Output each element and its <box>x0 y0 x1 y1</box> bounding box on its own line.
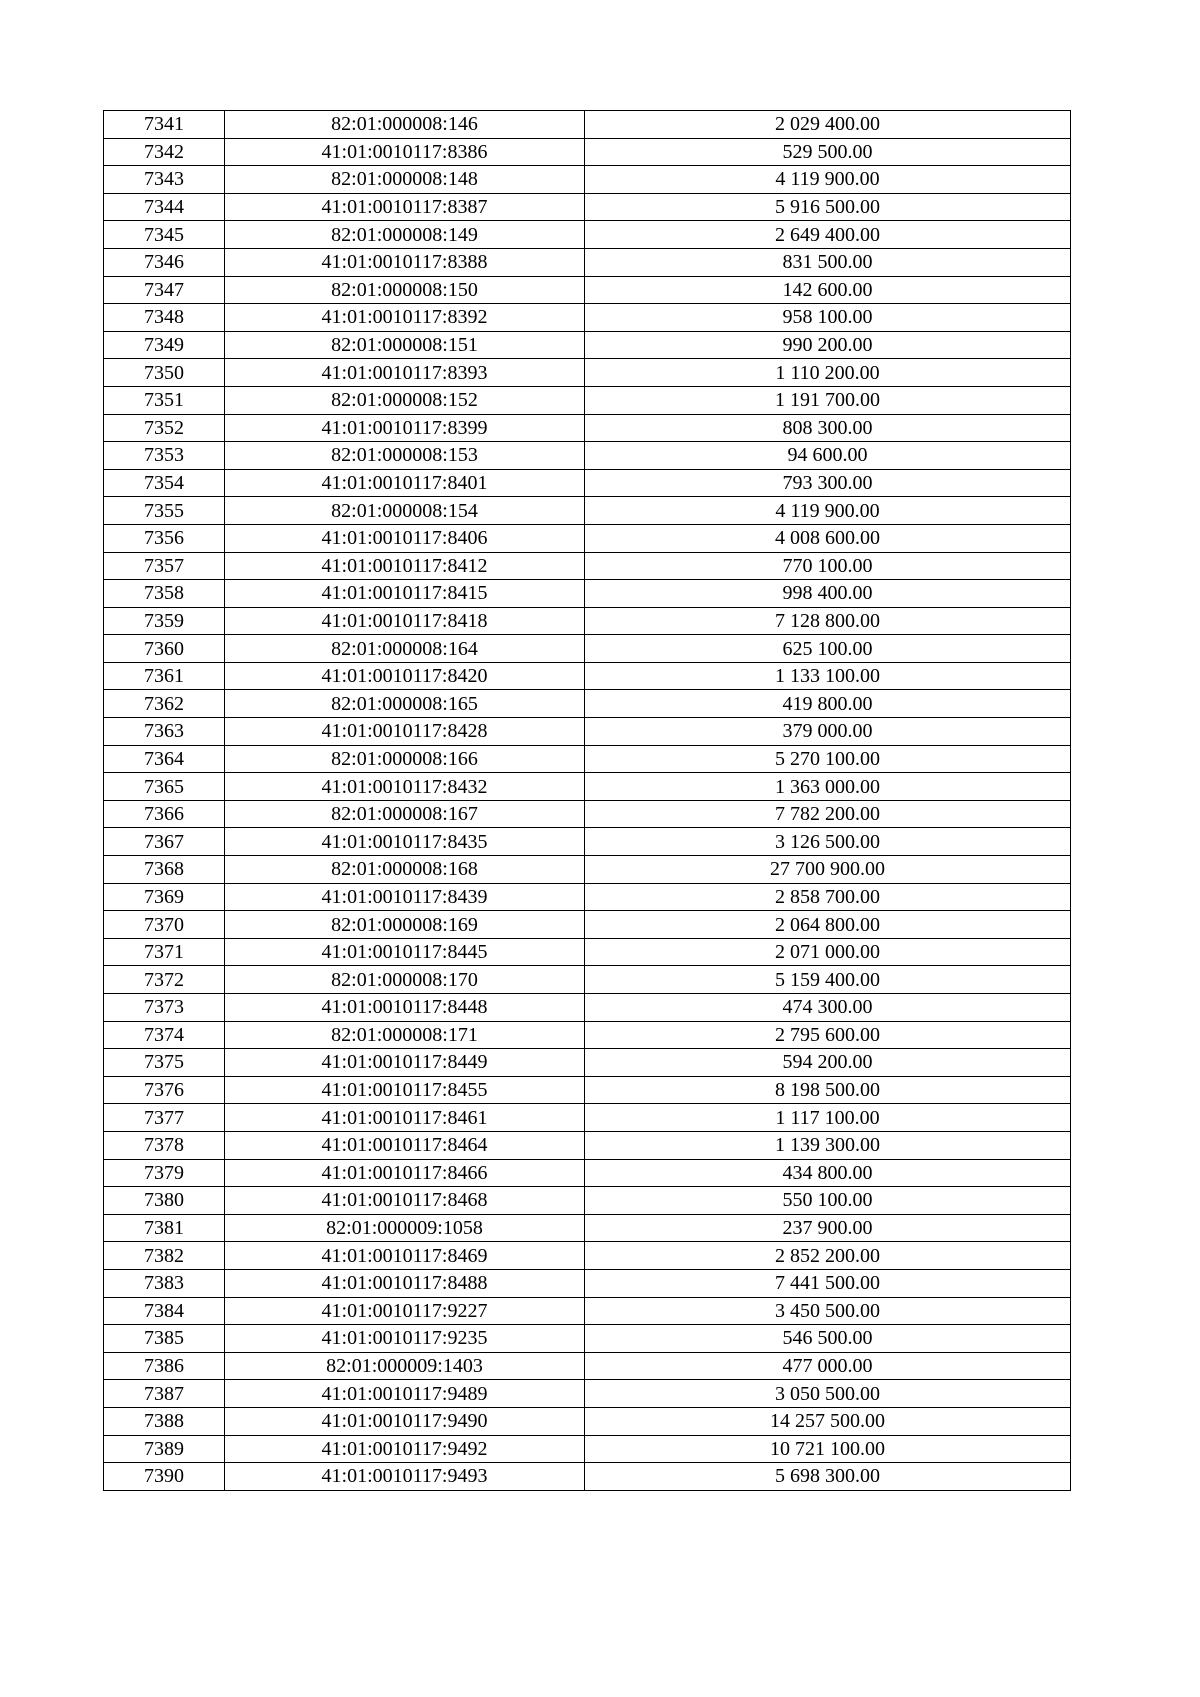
cadastral-number-cell: 82:01:000008:152 <box>225 386 585 414</box>
cadastral-value-cell: 3 450 500.00 <box>585 1297 1071 1325</box>
cadastral-number-cell: 41:01:0010117:9235 <box>225 1325 585 1353</box>
table-row <box>104 773 1071 801</box>
row-number-cell: 7362 <box>104 690 225 718</box>
row-number-cell: 7378 <box>104 1131 225 1159</box>
cadastral-number-cell: 82:01:000008:153 <box>225 442 585 470</box>
table-row <box>104 994 1071 1022</box>
cadastral-value-cell: 831 500.00 <box>585 248 1071 276</box>
cadastral-number-cell: 82:01:000008:170 <box>225 966 585 994</box>
row-number-cell: 7355 <box>104 497 225 525</box>
cadastral-number-cell: 82:01:000008:164 <box>225 635 585 663</box>
table-row <box>104 883 1071 911</box>
cadastral-value-cell: 237 900.00 <box>585 1214 1071 1242</box>
cadastral-value-cell: 529 500.00 <box>585 138 1071 166</box>
table-row <box>104 138 1071 166</box>
table-row <box>104 1159 1071 1187</box>
table-row <box>104 635 1071 663</box>
table-row <box>104 111 1071 139</box>
row-number-cell: 7346 <box>104 248 225 276</box>
table-row <box>104 497 1071 525</box>
cadastral-value-cell: 958 100.00 <box>585 304 1071 332</box>
row-number-cell: 7367 <box>104 828 225 856</box>
row-number-cell: 7387 <box>104 1380 225 1408</box>
row-number-cell: 7374 <box>104 1021 225 1049</box>
cadastral-value-cell: 2 029 400.00 <box>585 111 1071 139</box>
cadastral-number-cell: 41:01:0010117:8435 <box>225 828 585 856</box>
cadastral-value-cell: 1 363 000.00 <box>585 773 1071 801</box>
row-number-cell: 7352 <box>104 414 225 442</box>
cadastral-number-cell: 41:01:0010117:8406 <box>225 524 585 552</box>
table-row <box>104 248 1071 276</box>
row-number-cell: 7353 <box>104 442 225 470</box>
cadastral-number-cell: 41:01:0010117:8469 <box>225 1242 585 1270</box>
cadastral-number-cell: 41:01:0010117:8445 <box>225 938 585 966</box>
table-row <box>104 386 1071 414</box>
cadastral-value-cell: 5 698 300.00 <box>585 1463 1071 1491</box>
table-row <box>104 193 1071 221</box>
cadastral-value-cell: 990 200.00 <box>585 331 1071 359</box>
cadastral-value-cell: 7 441 500.00 <box>585 1269 1071 1297</box>
cadastral-value-cell: 3 050 500.00 <box>585 1380 1071 1408</box>
cadastral-value-cell: 5 916 500.00 <box>585 193 1071 221</box>
cadastral-number-cell: 41:01:0010117:8392 <box>225 304 585 332</box>
cadastral-number-cell: 41:01:0010117:8466 <box>225 1159 585 1187</box>
row-number-cell: 7344 <box>104 193 225 221</box>
row-number-cell: 7382 <box>104 1242 225 1270</box>
cadastral-number-cell: 41:01:0010117:8464 <box>225 1131 585 1159</box>
cadastral-value-cell: 2 071 000.00 <box>585 938 1071 966</box>
cadastral-value-cell: 5 159 400.00 <box>585 966 1071 994</box>
row-number-cell: 7379 <box>104 1159 225 1187</box>
cadastral-value-cell: 1 110 200.00 <box>585 359 1071 387</box>
table-row <box>104 1076 1071 1104</box>
table-row <box>104 304 1071 332</box>
row-number-cell: 7368 <box>104 856 225 884</box>
cadastral-number-cell: 41:01:0010117:8449 <box>225 1049 585 1077</box>
row-number-cell: 7351 <box>104 386 225 414</box>
cadastral-number-cell: 41:01:0010117:8388 <box>225 248 585 276</box>
table-row <box>104 1325 1071 1353</box>
row-number-cell: 7370 <box>104 911 225 939</box>
cadastral-number-cell: 41:01:0010117:8387 <box>225 193 585 221</box>
cadastral-value-cell: 142 600.00 <box>585 276 1071 304</box>
table-row <box>104 414 1071 442</box>
cadastral-number-cell: 41:01:0010117:9227 <box>225 1297 585 1325</box>
row-number-cell: 7349 <box>104 331 225 359</box>
cadastral-value-cell: 14 257 500.00 <box>585 1407 1071 1435</box>
cadastral-number-cell: 41:01:0010117:8401 <box>225 469 585 497</box>
row-number-cell: 7383 <box>104 1269 225 1297</box>
row-number-cell: 7356 <box>104 524 225 552</box>
table-row <box>104 1049 1071 1077</box>
row-number-cell: 7360 <box>104 635 225 663</box>
table-row <box>104 1407 1071 1435</box>
table-row <box>104 828 1071 856</box>
cadastral-number-cell: 41:01:0010117:8412 <box>225 552 585 580</box>
row-number-cell: 7359 <box>104 607 225 635</box>
cadastral-value-cell: 434 800.00 <box>585 1159 1071 1187</box>
table-row <box>104 1214 1071 1242</box>
cadastral-number-cell: 41:01:0010117:8448 <box>225 994 585 1022</box>
cadastral-number-cell: 41:01:0010117:8399 <box>225 414 585 442</box>
row-number-cell: 7385 <box>104 1325 225 1353</box>
cadastral-number-cell: 41:01:0010117:9490 <box>225 1407 585 1435</box>
cadastral-value-cell: 10 721 100.00 <box>585 1435 1071 1463</box>
row-number-cell: 7390 <box>104 1463 225 1491</box>
row-number-cell: 7345 <box>104 221 225 249</box>
table-row <box>104 856 1071 884</box>
table-row <box>104 1131 1071 1159</box>
cadastral-value-cell: 474 300.00 <box>585 994 1071 1022</box>
cadastral-number-cell: 41:01:0010117:9492 <box>225 1435 585 1463</box>
table-row <box>104 1021 1071 1049</box>
row-number-cell: 7342 <box>104 138 225 166</box>
cadastral-value-cell: 2 795 600.00 <box>585 1021 1071 1049</box>
row-number-cell: 7348 <box>104 304 225 332</box>
table-row <box>104 442 1071 470</box>
row-number-cell: 7380 <box>104 1187 225 1215</box>
cadastral-value-cell: 7 128 800.00 <box>585 607 1071 635</box>
table-body <box>104 111 1071 1491</box>
table-row <box>104 1242 1071 1270</box>
cadastral-number-cell: 41:01:0010117:8488 <box>225 1269 585 1297</box>
row-number-cell: 7369 <box>104 883 225 911</box>
row-number-cell: 7366 <box>104 800 225 828</box>
row-number-cell: 7388 <box>104 1407 225 1435</box>
cadastral-number-cell: 41:01:0010117:8439 <box>225 883 585 911</box>
cadastral-number-cell: 41:01:0010117:8455 <box>225 1076 585 1104</box>
row-number-cell: 7363 <box>104 718 225 746</box>
row-number-cell: 7373 <box>104 994 225 1022</box>
cadastral-number-cell: 41:01:0010117:8461 <box>225 1104 585 1132</box>
table-row <box>104 331 1071 359</box>
table-row <box>104 1297 1071 1325</box>
row-number-cell: 7376 <box>104 1076 225 1104</box>
cadastral-value-cell: 2 852 200.00 <box>585 1242 1071 1270</box>
table-row <box>104 166 1071 194</box>
table-row <box>104 662 1071 690</box>
cadastral-number-cell: 82:01:000008:166 <box>225 745 585 773</box>
cadastral-value-cell: 594 200.00 <box>585 1049 1071 1077</box>
cadastral-number-cell: 82:01:000008:169 <box>225 911 585 939</box>
table-row <box>104 1187 1071 1215</box>
cadastral-number-cell: 82:01:000008:168 <box>225 856 585 884</box>
cadastral-value-cell: 4 119 900.00 <box>585 497 1071 525</box>
cadastral-number-cell: 41:01:0010117:8468 <box>225 1187 585 1215</box>
row-number-cell: 7361 <box>104 662 225 690</box>
cadastral-value-cell: 2 858 700.00 <box>585 883 1071 911</box>
cadastral-value-cell: 94 600.00 <box>585 442 1071 470</box>
cadastral-value-cell: 1 191 700.00 <box>585 386 1071 414</box>
table-row <box>104 1380 1071 1408</box>
row-number-cell: 7389 <box>104 1435 225 1463</box>
row-number-cell: 7384 <box>104 1297 225 1325</box>
row-number-cell: 7364 <box>104 745 225 773</box>
cadastral-number-cell: 41:01:0010117:8418 <box>225 607 585 635</box>
table-row <box>104 580 1071 608</box>
cadastral-value-cell: 770 100.00 <box>585 552 1071 580</box>
cadastral-value-cell: 4 008 600.00 <box>585 524 1071 552</box>
row-number-cell: 7371 <box>104 938 225 966</box>
cadastral-value-cell: 1 139 300.00 <box>585 1131 1071 1159</box>
row-number-cell: 7350 <box>104 359 225 387</box>
cadastral-number-cell: 41:01:0010117:9489 <box>225 1380 585 1408</box>
table-row <box>104 524 1071 552</box>
table-row <box>104 745 1071 773</box>
cadastral-value-cell: 808 300.00 <box>585 414 1071 442</box>
row-number-cell: 7343 <box>104 166 225 194</box>
cadastral-value-table <box>103 110 1071 1491</box>
row-number-cell: 7357 <box>104 552 225 580</box>
row-number-cell: 7341 <box>104 111 225 139</box>
row-number-cell: 7375 <box>104 1049 225 1077</box>
cadastral-number-cell: 82:01:000008:171 <box>225 1021 585 1049</box>
table-row <box>104 1269 1071 1297</box>
cadastral-number-cell: 41:01:0010117:8386 <box>225 138 585 166</box>
cadastral-value-cell: 998 400.00 <box>585 580 1071 608</box>
table-row <box>104 276 1071 304</box>
table-row <box>104 911 1071 939</box>
table-row <box>104 469 1071 497</box>
row-number-cell: 7377 <box>104 1104 225 1132</box>
table-row <box>104 1352 1071 1380</box>
table-row <box>104 718 1071 746</box>
table-row <box>104 966 1071 994</box>
cadastral-value-cell: 8 198 500.00 <box>585 1076 1071 1104</box>
cadastral-value-cell: 2 649 400.00 <box>585 221 1071 249</box>
cadastral-number-cell: 41:01:0010117:9493 <box>225 1463 585 1491</box>
table-row <box>104 800 1071 828</box>
cadastral-number-cell: 41:01:0010117:8415 <box>225 580 585 608</box>
cadastral-value-cell: 793 300.00 <box>585 469 1071 497</box>
cadastral-value-cell: 546 500.00 <box>585 1325 1071 1353</box>
cadastral-number-cell: 41:01:0010117:8432 <box>225 773 585 801</box>
cadastral-number-cell: 82:01:000008:146 <box>225 111 585 139</box>
cadastral-number-cell: 82:01:000008:148 <box>225 166 585 194</box>
row-number-cell: 7372 <box>104 966 225 994</box>
cadastral-value-cell: 1 133 100.00 <box>585 662 1071 690</box>
row-number-cell: 7381 <box>104 1214 225 1242</box>
cadastral-number-cell: 82:01:000008:165 <box>225 690 585 718</box>
cadastral-value-cell: 7 782 200.00 <box>585 800 1071 828</box>
table-row <box>104 690 1071 718</box>
cadastral-number-cell: 82:01:000009:1403 <box>225 1352 585 1380</box>
cadastral-number-cell: 41:01:0010117:8420 <box>225 662 585 690</box>
row-number-cell: 7347 <box>104 276 225 304</box>
cadastral-number-cell: 82:01:000008:154 <box>225 497 585 525</box>
table-row <box>104 938 1071 966</box>
cadastral-number-cell: 82:01:000009:1058 <box>225 1214 585 1242</box>
row-number-cell: 7354 <box>104 469 225 497</box>
table-row <box>104 552 1071 580</box>
cadastral-number-cell: 41:01:0010117:8393 <box>225 359 585 387</box>
cadastral-number-cell: 82:01:000008:151 <box>225 331 585 359</box>
cadastral-value-cell: 2 064 800.00 <box>585 911 1071 939</box>
table-row <box>104 221 1071 249</box>
cadastral-value-cell: 3 126 500.00 <box>585 828 1071 856</box>
cadastral-value-cell: 477 000.00 <box>585 1352 1071 1380</box>
table-row <box>104 1463 1071 1491</box>
cadastral-value-cell: 625 100.00 <box>585 635 1071 663</box>
table-row <box>104 1435 1071 1463</box>
cadastral-number-cell: 82:01:000008:150 <box>225 276 585 304</box>
row-number-cell: 7365 <box>104 773 225 801</box>
cadastral-number-cell: 82:01:000008:149 <box>225 221 585 249</box>
cadastral-number-cell: 41:01:0010117:8428 <box>225 718 585 746</box>
cadastral-value-cell: 1 117 100.00 <box>585 1104 1071 1132</box>
table-row <box>104 607 1071 635</box>
cadastral-value-cell: 27 700 900.00 <box>585 856 1071 884</box>
cadastral-value-cell: 4 119 900.00 <box>585 166 1071 194</box>
cadastral-value-cell: 419 800.00 <box>585 690 1071 718</box>
row-number-cell: 7358 <box>104 580 225 608</box>
cadastral-value-cell: 5 270 100.00 <box>585 745 1071 773</box>
table-row <box>104 1104 1071 1132</box>
cadastral-value-cell: 379 000.00 <box>585 718 1071 746</box>
table-row <box>104 359 1071 387</box>
cadastral-number-cell: 82:01:000008:167 <box>225 800 585 828</box>
row-number-cell: 7386 <box>104 1352 225 1380</box>
cadastral-value-cell: 550 100.00 <box>585 1187 1071 1215</box>
